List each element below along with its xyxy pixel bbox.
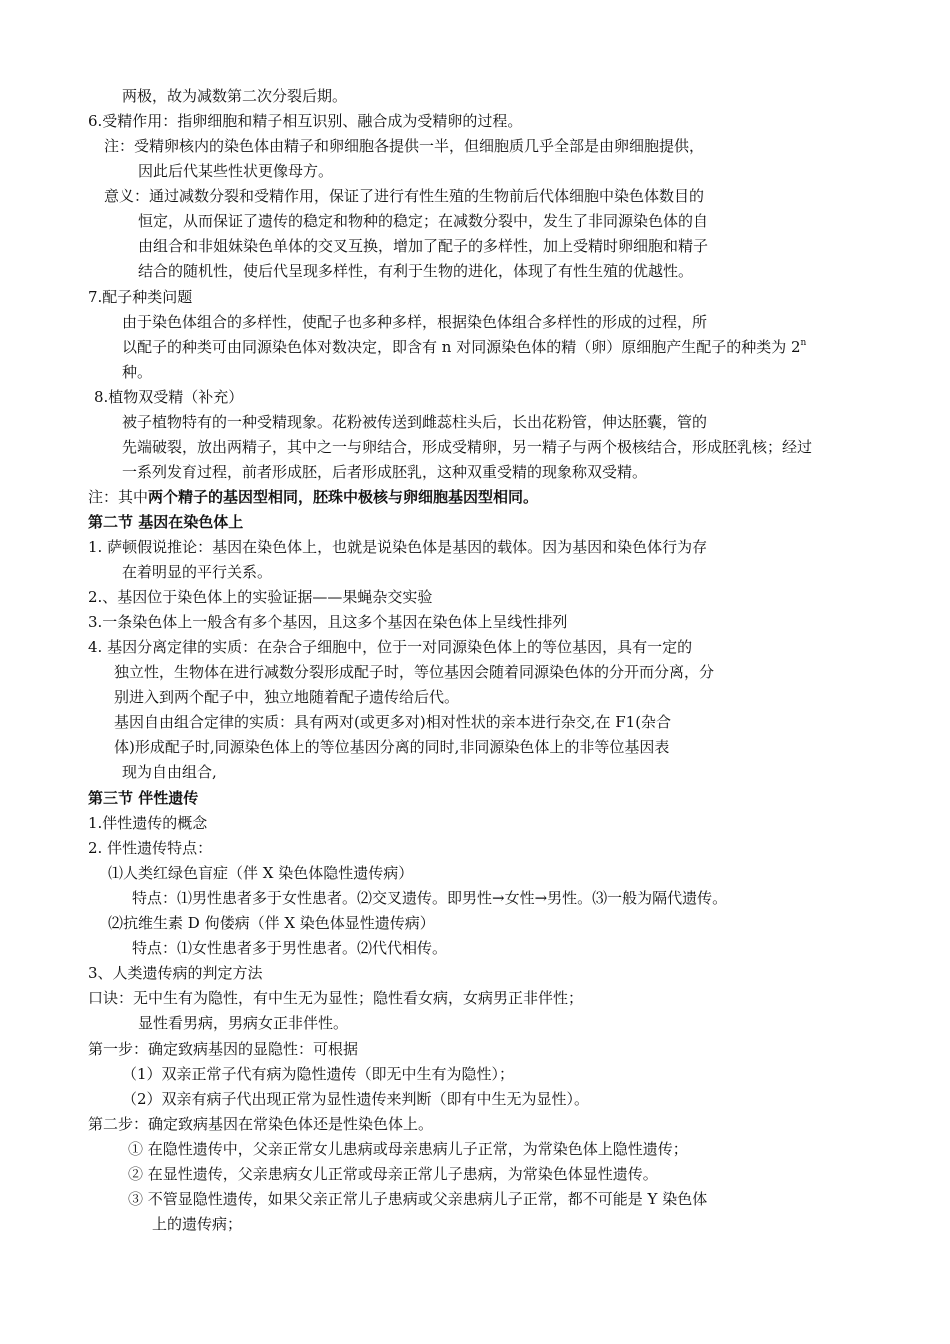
section-heading-2: 第二节 基因在染色体上 [88,513,244,531]
note-line-bold: 注：其中两个精子的基因型相同，胚珠中极核与卵细胞基因型相同。 [88,488,539,506]
text-line: 由于染色体组合的多样性，使配子也多种多样，根据染色体组合多样性的形成的过程，所 [122,313,708,331]
sub-item: ⑴人类红绿色盲症（伴 X 染色体隐性遗传病） [108,864,414,882]
text-line: 特点：⑴男性患者多于女性患者。⑵交叉遗传。即男性→女性→男性。⑶一般为隔代遗传。 [132,889,728,907]
text-line: 以配子的种类可由同源染色体对数决定，即含有 n 对同源染色体的精（卵）原细胞产生配子的种类为 2$^n$ [122,338,807,356]
text-line: 在着明显的平行关系。 [122,563,273,581]
text-line: 两极，故为减数第二次分裂后期。 [122,87,348,105]
section-item-8: 8.植物双受精（补充） [94,388,244,406]
section-item-6: 6.受精作用：指卵细胞和精子相互识别、融合成为受精卵的过程。 [88,112,523,130]
sub-item: ② 在显性遗传，父亲患病女儿正常或母亲正常儿子患病，为常染色体显性遗传。 [128,1165,658,1183]
text-line: 现为自由组合, [122,763,217,781]
note-line: 注：受精卵核内的染色体由精子和卵细胞各提供一半，但细胞质几乎全部是由卵细胞提供， [104,137,705,155]
text-line: 由组合和非姐妹染色单体的交叉互换，增加了配子的多样性，加上受精时卵细胞和精子 [138,237,709,255]
step-line: 第一步：确定致病基因的显隐性：可根据 [88,1040,359,1058]
meaning-line: 意义：通过减数分裂和受精作用，保证了进行有性生殖的生物前后代体细胞中染色体数目的 [104,187,705,205]
text-line: 一系列发育过程，前者形成胚，后者形成胚乳，这种双重受精的现象称双受精。 [122,463,648,481]
text-line: 结合的随机性，使后代呈现多样性，有利于生物的进化，体现了有性生殖的优越性。 [138,262,694,280]
list-item: 2. 伴性遗传特点： [88,839,213,857]
text-line: 基因自由组合定律的实质：具有两对(或更多对)相对性状的亲本进行杂交,在 F1(杂合 [114,713,672,731]
section-item-7: 7.配子种类问题 [88,288,193,306]
sub-item: （2）双亲有病子代出现正常为显性遗传来判断（即有中生无为显性）。 [122,1090,590,1108]
text-line: 独立性，生物体在进行减数分裂形成配子时，等位基因会随着同源染色体的分开而分离，分 [114,663,715,681]
text-line: 恒定，从而保证了遗传的稳定和物种的稳定；在减数分裂中，发生了非同源染色体的自 [138,212,709,230]
list-item: 3.一条染色体上一般含有多个基因，且这多个基因在染色体上呈线性排列 [88,613,568,631]
text-line: 种。 [122,363,153,381]
superscript-n: n [800,338,807,348]
text-line: 显性看男病，男病女正非伴性。 [138,1014,349,1032]
list-item: 2.、基因位于染色体上的实验证据——果蝇杂交实验 [88,588,433,606]
step-line: 第二步：确定致病基因在常染色体还是性染色体上。 [88,1115,434,1133]
text-line: 别进入到两个配子中，独立地随着配子遗传给后代。 [114,688,460,706]
text-line: 体)形成配子时,同源染色体上的等位基因分离的同时,非同源染色体上的非等位基因表 [114,738,670,756]
text-line: 上的遗传病； [152,1215,243,1233]
sub-item: ① 在隐性遗传中，父亲正常女儿患病或母亲患病儿子正常，为常染色体上隐性遗传； [128,1140,688,1158]
sub-item: ⑵抗维生素 D 佝偻病（伴 X 染色体显性遗传病） [108,914,435,932]
list-item: 1.伴性遗传的概念 [88,814,208,832]
text-line: 先端破裂，放出两精子，其中之一与卵结合，形成受精卵，另一精子与两个极核结合，形成胚乳核；经过 [122,438,813,456]
text-line: 特点：⑴女性患者多于男性患者。⑵代代相传。 [132,939,448,957]
mnemonic-line: 口诀：无中生有为隐性，有中生无为显性；隐性看女病，女病男正非伴性； [88,989,584,1007]
list-item: 3、人类遗传病的判定方法 [88,964,263,982]
sub-item: ③ 不管显隐性遗传，如果父亲正常儿子患病或父亲患病儿子正常，都不可能是 Y 染色体 [128,1190,708,1208]
section-heading-3: 第三节 伴性遗传 [88,789,199,807]
sub-item: （1）双亲正常子代有病为隐性遗传（即无中生有为隐性）； [122,1065,515,1083]
list-item: 1. 萨顿假说推论：基因在染色体上，也就是说染色体是基因的载体。因为基因和染色体行为存 [88,538,708,556]
text-line: 因此后代某些性状更像母方。 [138,162,334,180]
list-item: 4. 基因分离定律的实质：在杂合子细胞中，位于一对同源染色体上的等位基因，具有一定的 [88,638,693,656]
text-line: 被子植物特有的一种受精现象。花粉被传送到雌蕊柱头后，长出花粉管，伸达胚囊，管的 [122,413,708,431]
